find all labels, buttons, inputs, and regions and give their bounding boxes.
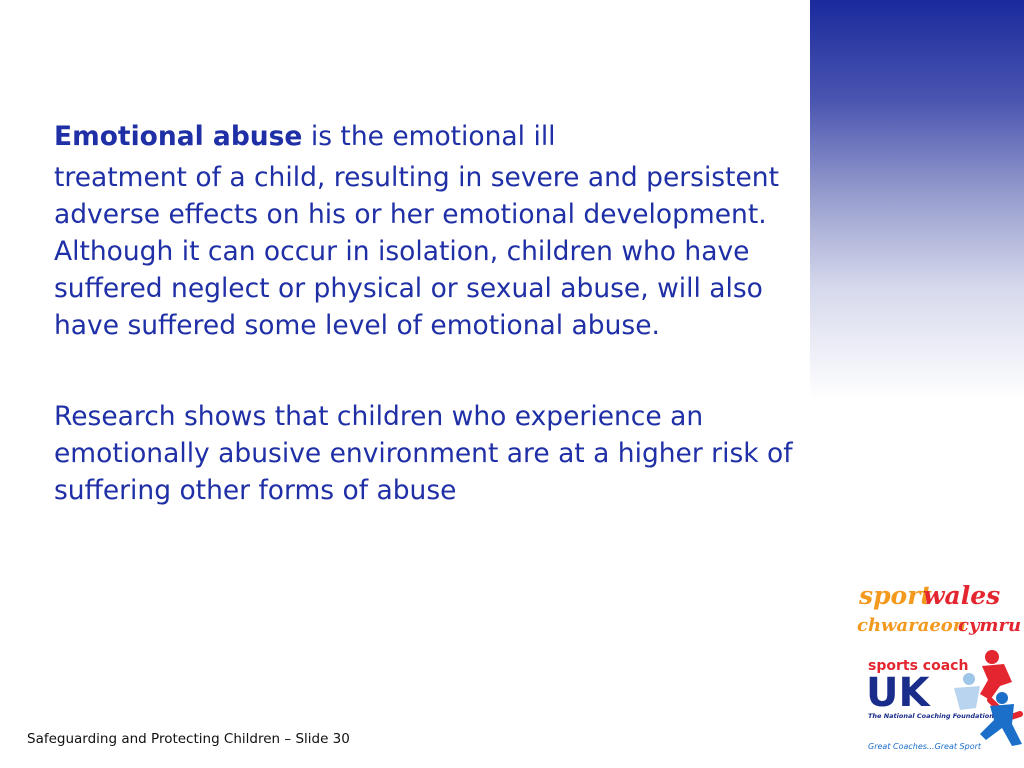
slide-body (54, 118, 804, 509)
sportscoach-tagline: Great Coaches...Great Sport (868, 742, 982, 751)
sportscoach-subtitle: The National Coaching Foundation (868, 712, 994, 720)
sportscoach-uk-text: UK (866, 670, 930, 716)
slide-footer: Safeguarding and Protecting Children – Slide 30 (27, 731, 350, 747)
sportwales-word-chwaraeon: chwaraeon (857, 615, 966, 636)
sportscoach-brand-text: sports coach (868, 658, 969, 674)
sportwales-word-sport: sport (859, 581, 932, 610)
sportwales-word-cymru: cymru (958, 615, 1022, 636)
sport-wales-logo (855, 575, 1024, 645)
research-paragraph: Research shows that children who experience an emotionally abusive environment are at a higher risk of suffering other forms of abuse (54, 401, 793, 506)
definition-first-line (54, 118, 804, 155)
decorative-gradient-band (810, 0, 1024, 400)
definition-first-line-rest: is the emotional ill (302, 121, 556, 152)
term-emotional-abuse: Emotional abuse (54, 121, 303, 152)
sportwales-word-wales: wales (923, 581, 1001, 610)
sports-coach-uk-logo (862, 648, 1024, 753)
definition-paragraph: treatment of a child, resulting in severe and persistent adverse effects on his or her emotional development. Although it can occur in isolation, children who have suffered neglect or physical or sexual abuse, will also have suffered some level of emotional abuse. (54, 162, 779, 341)
